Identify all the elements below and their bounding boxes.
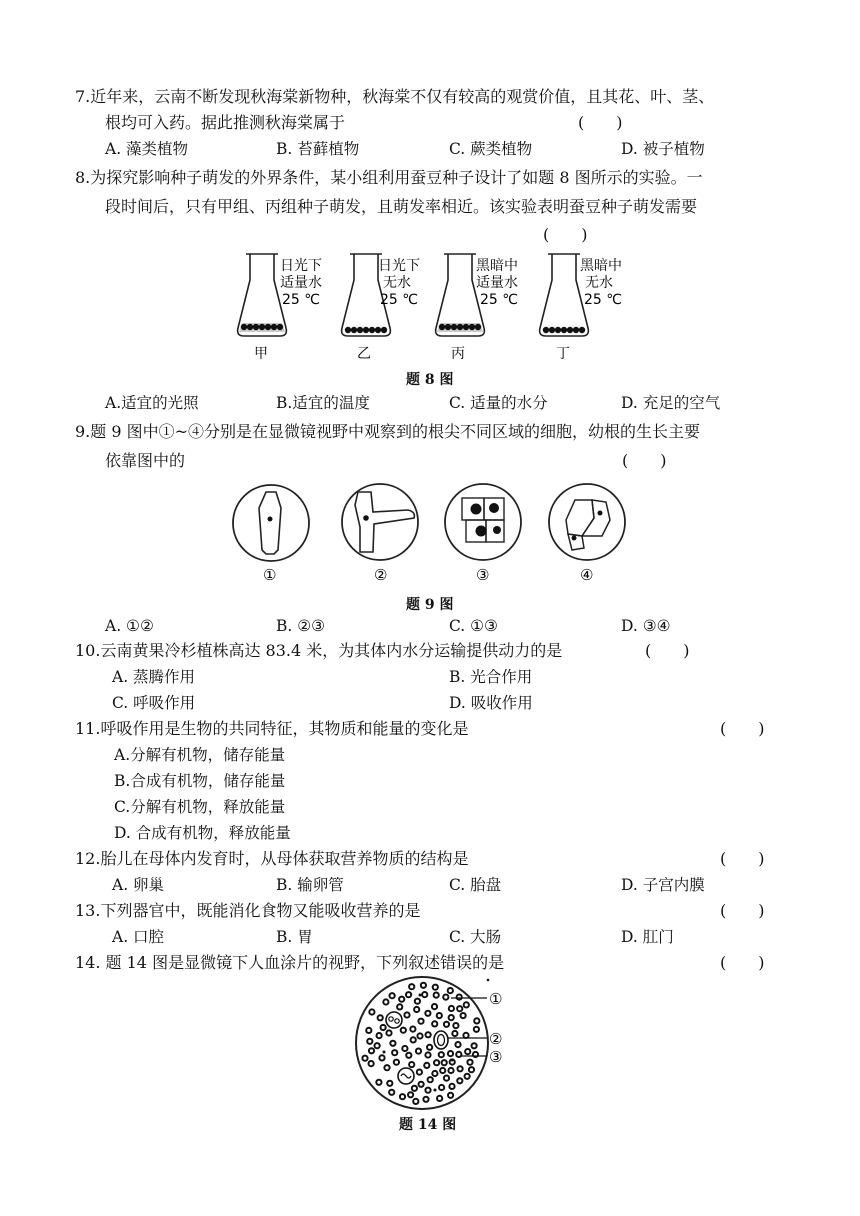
white-blood-cell-marked [434,1031,448,1049]
red-blood-cell [432,1004,437,1009]
smear-label-2: ② [489,1030,503,1048]
q8-option-b: B.适宜的温度 [276,394,370,412]
q12-option-b: B. 输卵管 [276,876,344,894]
q14-figure-caption: 题 14 图 [399,1117,457,1133]
flask-ding-cond2: 无水 [585,275,613,291]
white-blood-cell [398,1068,414,1084]
flask-bing [436,254,485,336]
red-blood-cell [390,993,395,998]
red-blood-cell [413,1099,418,1104]
q11-option-c: C.分解有机物，释放能量 [114,798,286,816]
q13-option-b: B. 胃 [276,928,313,946]
cell-1-label: ① [263,566,277,584]
red-blood-cell [449,1084,454,1089]
q13-option-c: C. 大肠 [449,928,502,946]
red-blood-cell [448,1068,453,1073]
red-blood-cell [474,1018,479,1023]
flask-jia [238,254,287,336]
red-blood-cell [434,993,439,998]
flask-jia-label: 甲 [254,346,268,362]
red-blood-cell [457,995,462,1000]
red-blood-cell [367,1039,372,1044]
q9-line1: 9.题 9 图中①~④分别是在显微镜视野中观察到的根尖不同区域的细胞，幼根的生长主要 [75,422,701,441]
q7-line1: 7.近年来，云南不断发现秋海棠新物种，秋海棠不仅有较高的观赏价值，且其花、叶、茎、 [75,87,715,106]
flask-ding-label: 丁 [556,346,570,362]
red-blood-cell [412,1086,417,1091]
red-blood-cell [369,1009,374,1014]
red-blood-cell [418,1019,423,1024]
red-blood-cell [397,1004,402,1009]
q10-option-d: D. 吸收作用 [449,694,533,712]
q9-figure-caption: 题 9 图 [406,597,454,613]
red-blood-cell [386,1030,391,1035]
red-blood-cell [452,1031,457,1036]
red-blood-cell [392,1050,397,1055]
red-blood-cell [469,1067,474,1072]
red-blood-cell [463,1033,468,1038]
red-blood-cell [457,1078,462,1083]
flask-bing-label: 丙 [451,346,465,362]
red-blood-cell [399,997,404,1002]
red-blood-cell [437,1013,442,1018]
red-blood-cell [417,1070,422,1075]
red-blood-cell [406,1053,411,1058]
red-blood-cell [432,1021,437,1026]
red-blood-cell [432,1071,437,1076]
flask-jia-cond2: 适量水 [280,275,322,291]
q12-answer-paren: ( ) [720,849,765,868]
red-blood-cell [375,1043,380,1048]
white-blood-cell [386,1012,402,1028]
cell-4 [549,484,625,560]
smear-label-1: ① [489,990,503,1008]
q10-line1: 10.云南黄果冷杉植株高达 83.4 米，为其体内水分运输提供动力的是 [75,641,563,660]
cell-3-label: ③ [476,566,490,584]
red-blood-cell [448,1093,453,1098]
q12-option-c: C. 胎盘 [449,876,502,894]
cell-3 [445,484,521,560]
flask-jia-cond1: 日光下 [280,258,322,274]
red-blood-cell [472,1043,477,1048]
red-blood-cell [404,1012,409,1017]
q13-option-d: D. 肛门 [621,928,674,946]
red-blood-cell [410,1027,415,1032]
q8-figure-caption: 题 8 图 [406,372,454,388]
red-blood-cell [434,1060,439,1065]
red-blood-cell [439,1052,444,1057]
red-blood-cell [444,1022,449,1027]
q10-answer-paren: ( ) [645,641,690,660]
red-blood-cell [465,1074,470,1079]
cell-2-label: ② [374,566,388,584]
red-blood-cell [390,1041,395,1046]
smear-label-3: ③ [489,1048,503,1066]
red-blood-cell [425,1011,430,1016]
q14-line1: 14. 题 14 图是显微镜下人血涂片的视野，下列叙述错误的是 [75,953,505,972]
red-blood-cell [439,1085,444,1090]
red-blood-cell [419,1082,424,1087]
platelets [383,994,454,1092]
red-blood-cell [473,1052,478,1057]
red-blood-cell [474,1027,479,1032]
red-blood-cell [415,999,420,1004]
red-blood-cell [416,1049,421,1054]
q13-answer-paren: ( ) [720,901,765,920]
q13-line1: 13.下列器官中，既能消化食物又能吸收营养的是 [75,901,421,920]
red-blood-cell [426,1032,431,1037]
q12-option-d: D. 子宫内膜 [621,876,705,894]
red-blood-cell [400,1094,405,1099]
flask-ding-cond3: 25 ℃ [584,292,622,308]
red-blood-cell [425,1052,430,1057]
q11-option-b: B.合成有机物，储存能量 [114,772,286,790]
q11-answer-paren: ( ) [720,719,765,738]
q7-option-c: C. 蕨类植物 [449,140,533,158]
red-blood-cell [444,1076,449,1081]
red-blood-cell [423,1097,428,1102]
q8-line1: 8.为探究影响种子萌发的外界条件，某小组利用蚕豆种子设计了如题 8 图所示的实验。一 [75,168,703,187]
flask-yi-cond2: 无水 [383,275,411,291]
red-blood-cell [401,1028,406,1033]
red-blood-cells [362,983,479,1104]
q12-line1: 12.胎儿在母体内发育时，从母体获取营养物质的结构是 [75,849,469,868]
q9-answer-paren: ( ) [622,451,667,470]
red-blood-cell [455,1042,460,1047]
red-blood-cell [456,1052,461,1057]
flask-yi-cond3: 25 ℃ [380,292,418,308]
red-blood-cell [449,1015,454,1020]
q10-option-a: A. 蒸腾作用 [112,668,196,686]
q10-option-b: B. 光合作用 [449,668,533,686]
red-blood-cell [437,1096,442,1101]
red-blood-cell [387,1081,392,1086]
red-blood-cell [409,984,414,989]
flask-bing-cond1: 黑暗中 [476,258,518,274]
red-blood-cell [461,1013,466,1018]
q9-line2: 依靠图中的 [105,451,186,470]
flask-jia-cond3: 25 ℃ [282,292,320,308]
flask-yi-cond1: 日光下 [378,258,420,274]
q9-option-c: C. ①③ [449,617,498,635]
q7-line2: 根均可入药。据此推测秋海棠属于 [105,113,346,132]
red-blood-cell [409,1062,414,1067]
cell-4-label: ④ [580,566,594,584]
red-blood-cell [457,1006,462,1011]
red-blood-cell [467,1060,472,1065]
red-blood-cell [381,1025,386,1030]
red-blood-cell [408,1092,413,1097]
red-blood-cell [428,1077,433,1082]
red-blood-cell [424,1063,429,1068]
red-blood-cell [389,1090,394,1095]
flask-ding-cond1: 黑暗中 [580,258,622,274]
red-blood-cell [427,1045,432,1050]
flask-yi-label: 乙 [357,346,371,362]
q8-option-d: D. 充足的空气 [621,394,721,412]
q8-line2: 段时间后，只有甲组、丙组种子萌发，且萌发率相近。该实验表明蚕豆种子萌发需要 [105,197,698,216]
red-blood-cell [443,995,448,1000]
red-blood-cell [411,1037,416,1042]
red-blood-cell [379,1055,384,1060]
red-blood-cell [394,1060,399,1065]
red-blood-cell [448,988,453,993]
red-blood-cell [377,1033,382,1038]
q9-option-b: B. ②③ [276,617,326,635]
q9-option-d: D. ③④ [621,617,671,635]
red-blood-cell [465,1049,470,1054]
red-blood-cell [464,1002,469,1007]
red-blood-cell [362,1056,367,1061]
q11-option-d: D. 合成有机物，释放能量 [114,824,291,842]
red-blood-cell [453,1023,458,1028]
red-blood-cell [449,1006,454,1011]
q8-option-a: A.适宜的光照 [105,394,199,412]
q7-option-a: A. 藻类植物 [105,140,189,158]
red-blood-cell [421,983,426,988]
q8-answer-paren: ( ) [543,225,588,244]
flask-yi [342,254,391,336]
q7-option-d: D. 被子植物 [621,140,705,158]
flask-ding [540,254,589,336]
red-blood-cell [369,1048,374,1053]
q8-option-c: C. 适量的水分 [449,394,548,412]
q11-line1: 11.呼吸作用是生物的共同特征，其物质和能量的变化是 [75,719,469,738]
red-blood-cell [366,1028,371,1033]
red-blood-cell [450,1059,455,1064]
q9-option-a: A. ①② [105,617,154,635]
q13-option-a: A. 口腔 [112,928,165,946]
q7-answer-paren: ( ) [578,113,623,132]
q7-option-b: B. 苔藓植物 [276,140,360,158]
red-blood-cell [417,1033,422,1038]
red-blood-cell [369,1061,374,1066]
red-blood-cell [448,1051,453,1056]
q11-option-a: A.分解有机物，储存能量 [114,746,286,764]
red-blood-cell [402,1046,407,1051]
red-blood-cell [406,992,411,997]
microscope-field [356,977,488,1109]
red-blood-cell [376,1080,381,1085]
q10-option-c: C. 呼吸作用 [112,694,196,712]
red-blood-cell [384,1065,389,1070]
cell-2 [342,484,418,560]
red-blood-cell [414,1007,419,1012]
cell-1 [233,485,309,561]
red-blood-cell [433,985,438,990]
red-blood-cell [425,1088,430,1093]
flask-bing-cond2: 适量水 [476,275,518,291]
red-blood-cell [378,1015,383,1020]
q14-answer-paren: ( ) [720,953,765,972]
red-blood-cell [458,1066,463,1071]
flask-bing-cond3: 25 ℃ [480,292,518,308]
red-blood-cell [440,1068,445,1073]
q12-option-a: A. 卵巢 [112,876,165,894]
red-blood-cell [442,1060,447,1065]
red-blood-cell [383,999,388,1004]
red-blood-cell [422,992,427,997]
